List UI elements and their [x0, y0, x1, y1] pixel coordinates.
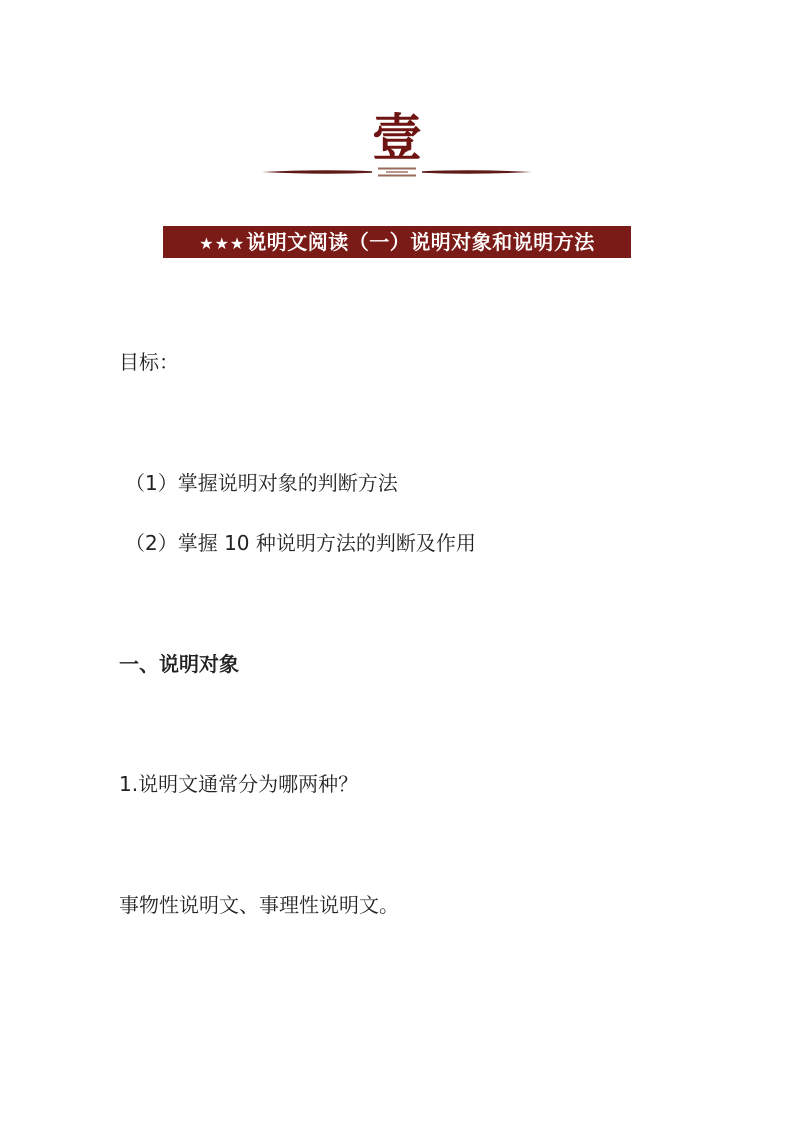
- goal-item-2: （2）掌握 10 种说明方法的判断及作用: [125, 531, 476, 555]
- answer-text: 事物性说明文、事理性说明文。: [119, 893, 399, 917]
- lesson-title-banner: [163, 226, 631, 258]
- goals-label: 目标：: [119, 350, 179, 374]
- difficulty-stars: ★★★: [199, 234, 246, 253]
- ornament-divider: [262, 164, 532, 180]
- section-heading: 一、说明对象: [119, 652, 239, 676]
- question-text: 1.说明文通常分为哪两种？: [119, 772, 359, 796]
- lesson-title: 说明文阅读（一）说明对象和说明方法: [246, 230, 595, 254]
- goal-item-1: （1）掌握说明对象的判断方法: [125, 471, 398, 495]
- chapter-mark: 壹: [372, 108, 422, 167]
